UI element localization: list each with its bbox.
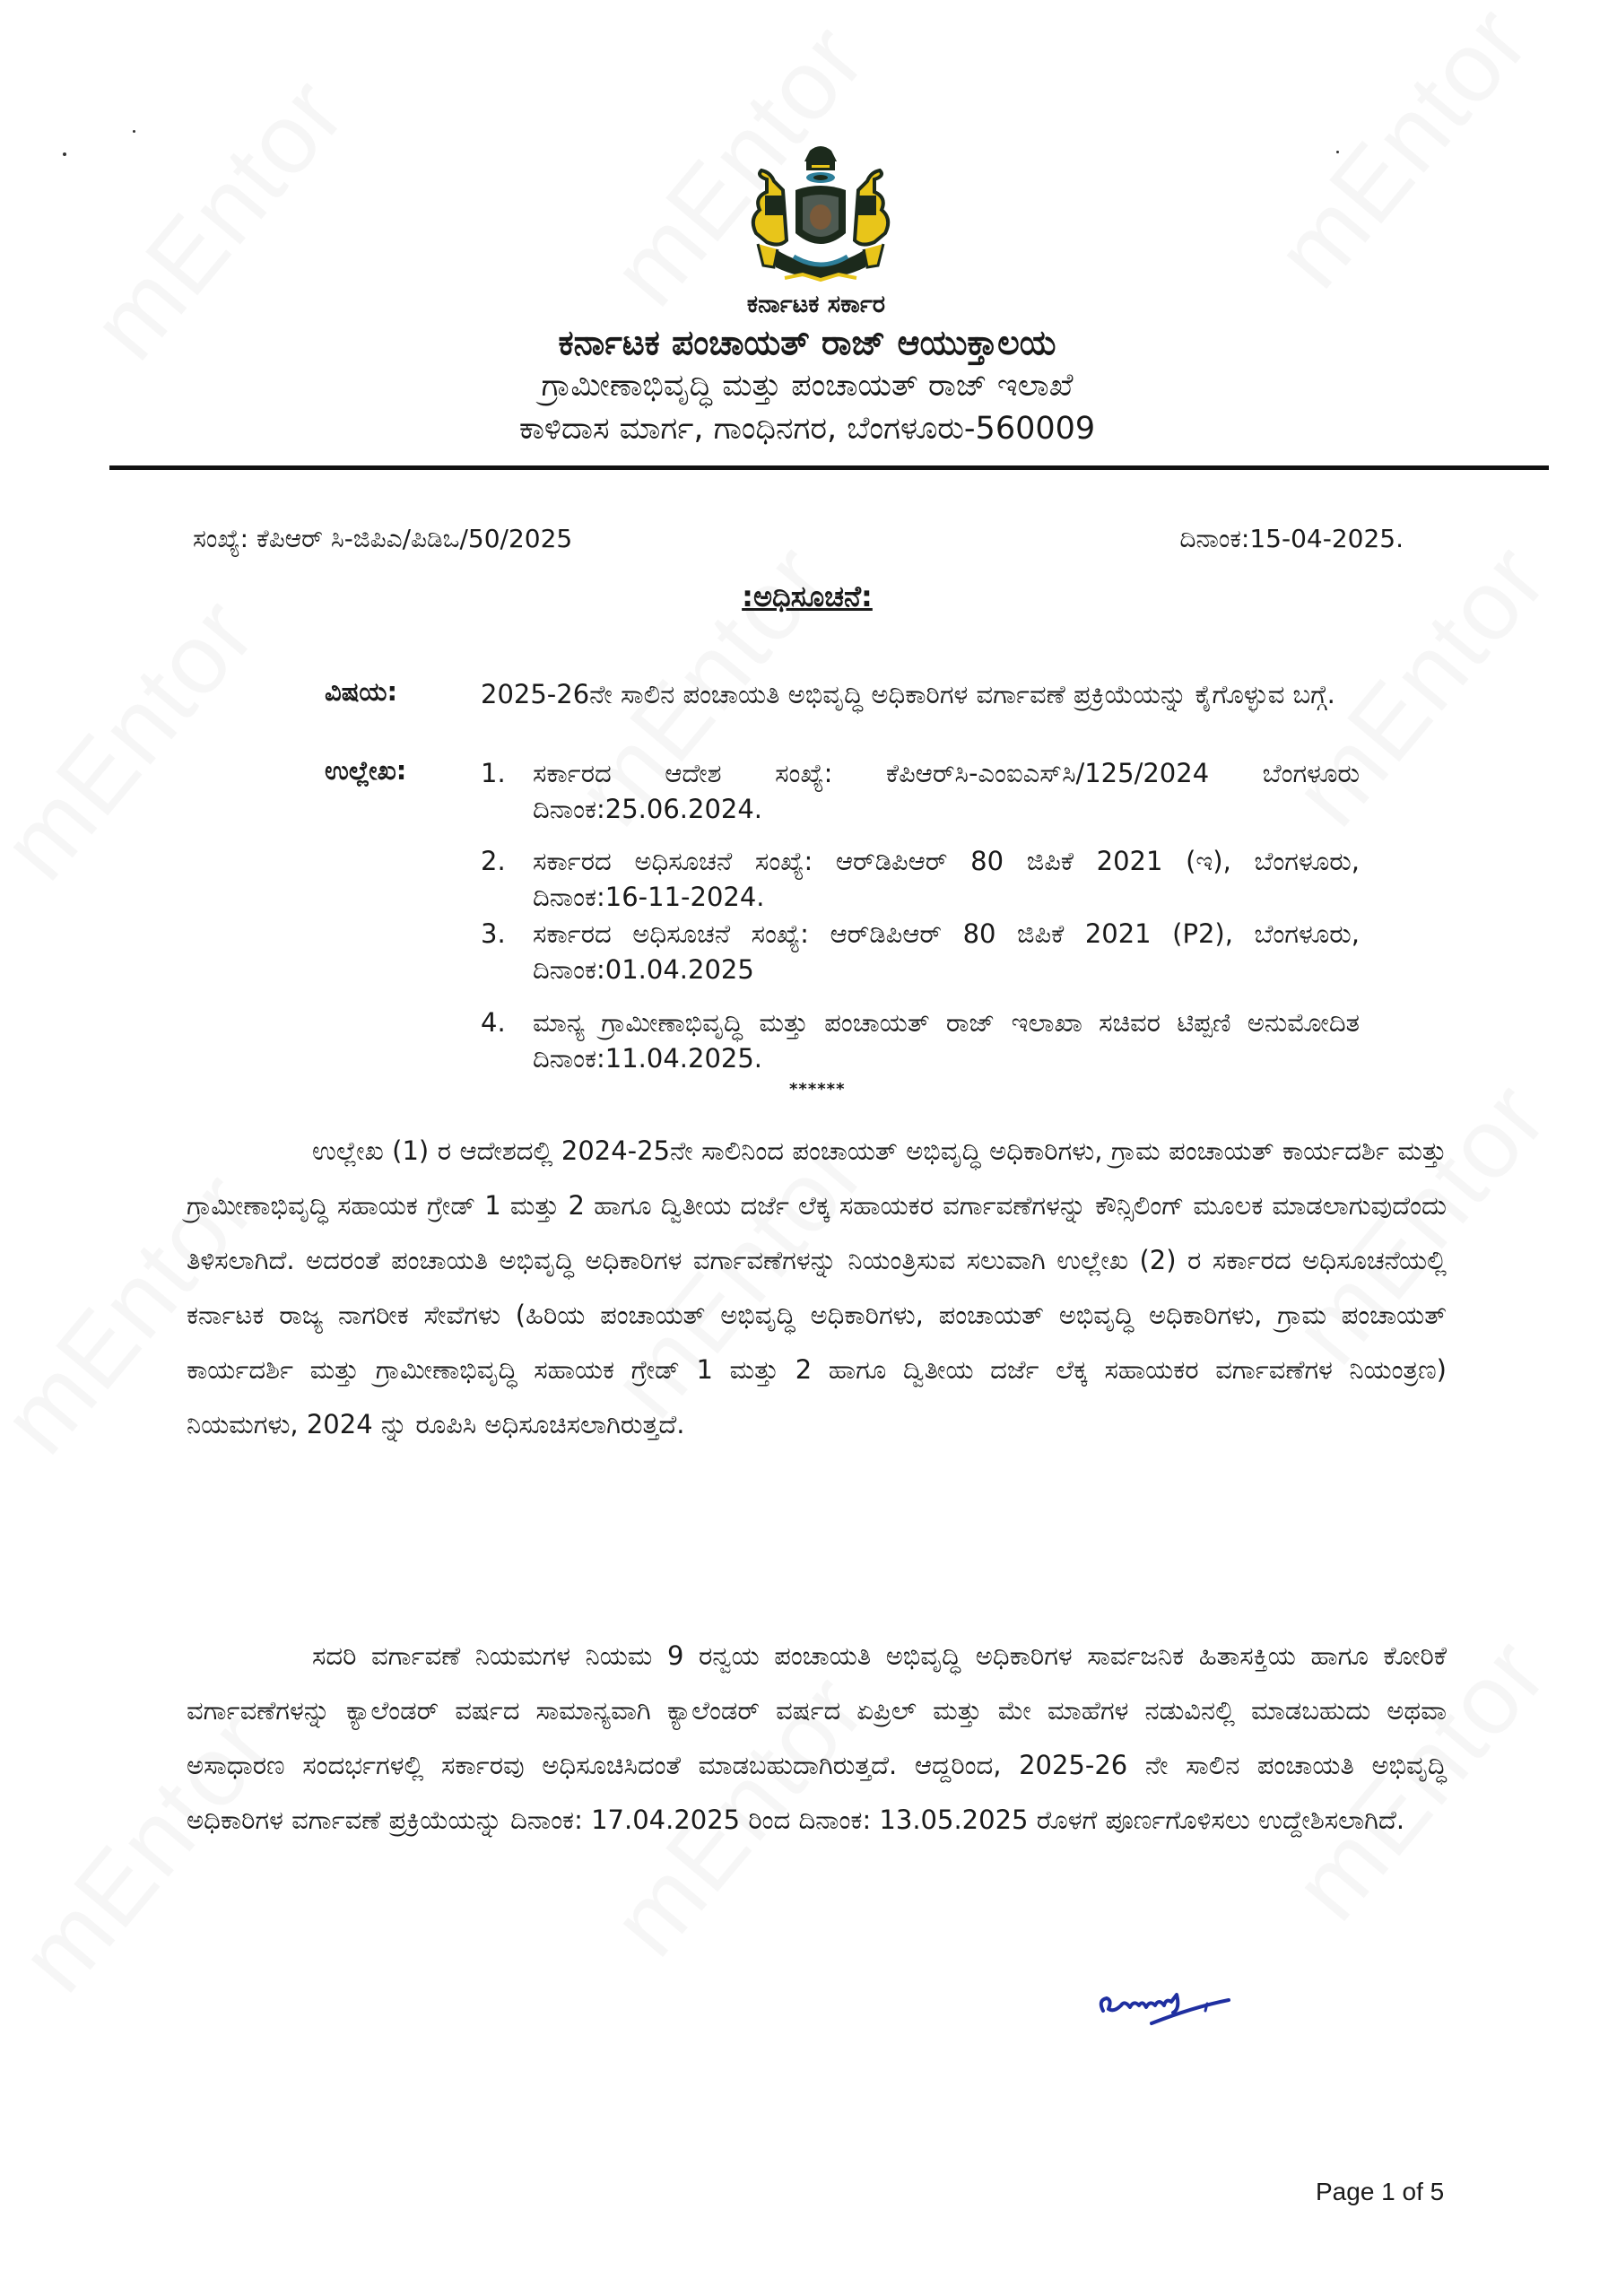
reference-text: ಸರ್ಕಾರದ ಆದೇಶ ಸಂಖ್ಯೆ: ಕೆಪಿಆರ್‌ಸಿ-ಎಂಐಎಸ್‌ಸಿ/125/2024 ಬೆಂಗಳೂರು ದಿನಾಂಕ:25.06.2024. xyxy=(533,758,1360,824)
body-paragraph-1: ಉಲ್ಲೇಖ (1) ರ ಆದೇಶದಲ್ಲಿ 2024-25ನೇ ಸಾಲಿನಿಂದ ಪಂಚಾಯತ್ ಅಭಿವೃದ್ಧಿ ಅಧಿಕಾರಿಗಳು, ಗ್ರಾಮ ಪಂಚಾಯತ್ ಕಾರ್ಯದರ್ಶಿ ಮತ್ತು ಗ್ರಾಮೀಣಾಭಿವೃದ್ಧಿ ಸಹಾಯಕ ಗ್ರೇಡ್ 1 ಮತ್ತು 2 ಹಾಗೂ ದ್ವಿತೀಯ ದರ್ಜೆ ಲೆಕ್ಕ ಸಹಾಯಕರ ವರ್ಗಾವಣೆಗಳನ್ನು ಕೌನ್ಸಿಲಿಂಗ್ ಮೂಲಕ ಮಾಡಲಾಗುವುದೆಂದು ತಿಳಿಸಲಾಗಿದೆ. ಅದರಂತೆ ಪಂಚಾಯತಿ ಅಭಿವೃದ್ಧಿ ಅಧಿಕಾರಿಗಳ ವರ್ಗಾವಣೆಗಳನ್ನು ನಿಯಂತ್ರಿಸುವ ಸಲುವಾಗಿ ಉಲ್ಲೇಖ (2) ರ ಸರ್ಕಾರದ ಅಧಿಸೂಚನೆಯಲ್ಲಿ ಕರ್ನಾಟಕ ರಾಜ್ಯ ನಾಗರೀಕ ಸೇವೆಗಳು (ಹಿರಿಯ ಪಂಚಾಯತ್ ಅಭಿವೃದ್ಧಿ ಅಧಿಕಾರಿಗಳು, ಪಂಚಾಯತ್ ಅಭಿವೃದ್ಧಿ ಅಧಿಕಾರಿಗಳು, ಗ್ರಾಮ ಪಂಚಾಯತ್ ಕಾರ್ಯದರ್ಶಿ ಮತ್ತು ಗ್ರಾಮೀಣಾಭಿವೃದ್ಧಿ ಸಹಾಯಕ ಗ್ರೇಡ್ 1 ಮತ್ತು 2 ಹಾಗೂ ದ್ವಿತೀಯ ದರ್ಜೆ ಲೆಕ್ಕ ಸಹಾಯಕರ ವರ್ಗಾವಣೆಗಳ ನಿಯಂತ್ರಣ) ನಿಯಮಗಳು, 2024 ನ್ನು ರೂಪಿಸಿ ಅಧಿಸೂಚಿಸಲಾಗಿರುತ್ತದೆ. xyxy=(187,1135,1447,1439)
reference-text: ಸರ್ಕಾರದ ಅಧಿಸೂಚನೆ ಸಂಖ್ಯೆ: ಆರ್‌ಡಿಪಿಆರ್ 80 ಜಿಪಿಕೆ 2021 (ಇ), ಬೆಂಗಳೂರು, ದಿನಾಂಕ:16-11-2024. xyxy=(533,846,1360,912)
subject-label: ವಿಷಯ: xyxy=(325,676,398,707)
document-title: :ಅಧಿಸೂಚನೆ: xyxy=(742,579,873,613)
office-address: ಕಾಳಿದಾಸ ಮಾರ್ಗ, ಗಾಂಧಿನಗರ, ಬೆಂಗಳೂರು-560009 xyxy=(518,411,1096,447)
body-paragraph-2: ಸದರಿ ವರ್ಗಾವಣೆ ನಿಯಮಗಳ ನಿಯಮ 9 ರನ್ವಯ ಪಂಚಾಯತಿ ಅಭಿವೃದ್ಧಿ ಅಧಿಕಾರಿಗಳ ಸಾರ್ವಜನಿಕ ಹಿತಾಸಕ್ತಿಯ ಹಾಗೂ ಕೋರಿಕೆ ವರ್ಗಾವಣೆಗಳನ್ನು ಕ್ಯಾಲೆಂಡರ್ ವರ್ಷದ ಸಾಮಾನ್ಯವಾಗಿ ಕ್ಯಾಲೆಂಡರ್ ವರ್ಷದ ಏಪ್ರಿಲ್ ಮತ್ತು ಮೇ ಮಾಹೆಗಳ ನಡುವಿನಲ್ಲಿ ಮಾಡಬಹುದು ಅಥವಾ ಅಸಾಧಾರಣ ಸಂದರ್ಭಗಳಲ್ಲಿ ಸರ್ಕಾರವು ಅಧಿಸೂಚಿಸಿದಂತೆ ಮಾಡಬಹುದಾಗಿರುತ್ತದೆ. ಆದ್ದರಿಂದ, 2025-26 ನೇ ಸಾಲಿನ ಪಂಚಾಯತಿ ಅಭಿವೃದ್ಧಿ ಅಧಿಕಾರಿಗಳ ವರ್ಗಾವಣೆ ಪ್ರಕ್ರಿಯೆಯನ್ನು ದಿನಾಂಕ: 17.04.2025 ರಿಂದ ದಿನಾಂಕ: 13.05.2025 ರೊಳಗೆ ಪೂರ್ಣಗೊಳಿಸಲು ಉದ್ದೇಶಿಸಲಾಗಿದೆ. xyxy=(187,1640,1447,1835)
reference-item-2 xyxy=(481,843,1360,915)
reference-item-3 xyxy=(481,916,1360,987)
scan-speck xyxy=(63,152,66,156)
reference-number-label: 3. xyxy=(481,918,506,949)
document-date: ದಿನಾಂಕ:15-04-2025. xyxy=(1179,524,1404,553)
reference-number-label: 2. xyxy=(481,846,506,876)
reference-number: ಸಂಖ್ಯೆ: ಕೆಪಿಆರ್ ಸಿ-ಜಿಪಿಎ/ಪಿಡಿಒ/50/2025 xyxy=(193,524,573,553)
karnataka-emblem-icon xyxy=(731,144,910,300)
reference-item-4 xyxy=(481,1004,1360,1076)
reference-number-label: 4. xyxy=(481,1007,506,1038)
scan-speck xyxy=(1336,151,1339,153)
references-label: ಉಲ್ಲೇಖ: xyxy=(325,755,407,786)
reference-number-label: 1. xyxy=(481,758,506,788)
emblem-left-lion xyxy=(753,170,787,267)
subject-text: 2025-26ನೇ ಸಾಲಿನ ಪಂಚಾಯತಿ ಅಭಿವೃದ್ಧಿ ಅಧಿಕಾರಿಗಳ ವರ್ಗಾವಣೆ ಪ್ರಕ್ರಿಯೆಯನ್ನು ಕೈಗೊಳ್ಳುವ ಬಗ್ಗೆ. xyxy=(481,679,1335,709)
emblem-crown xyxy=(804,146,837,183)
watermark xyxy=(0,576,278,900)
reference-text: ಸರ್ಕಾರದ ಅಧಿಸೂಚನೆ ಸಂಖ್ಯೆ: ಆರ್‌ಡಿಪಿಆರ್ 80 ಜಿಪಿಕೆ 2021 (P2), ಬೆಂಗಳೂರು, ದಿನಾಂಕ:01.04.2025 xyxy=(533,918,1360,985)
emblem-shield xyxy=(795,186,846,244)
office-name: ಕರ್ನಾಟಕ ಪಂಚಾಯತ್ ರಾಜ್ ಆಯುಕ್ತಾಲಯ xyxy=(558,323,1056,362)
emblem-caption: ಕರ್ನಾಟಕ ಸರ್ಕಾರ xyxy=(746,291,886,318)
watermark xyxy=(1253,0,1552,309)
emblem-right-lion xyxy=(855,170,888,267)
reference-text: ಮಾನ್ಯ ಗ್ರಾಮೀಣಾಭಿವೃದ್ಧಿ ಮತ್ತು ಪಂಚಾಯತ್ ರಾಜ್ ಇಲಾಖಾ ಸಚಿವರ ಟಿಪ್ಪಣಿ ಅನುಮೋದಿತ ದಿನಾಂಕ:11.04.2025. xyxy=(533,1007,1360,1074)
reference-item-1 xyxy=(481,755,1360,827)
page-indicator: Page 1 of 5 xyxy=(1316,2178,1445,2205)
header-divider xyxy=(109,465,1549,470)
emblem-base xyxy=(776,249,865,280)
department-name: ಗ್ರಾಮೀಣಾಭಿವೃದ್ಧಿ ಮತ್ತು ಪಂಚಾಯತ್ ರಾಜ್ ಇಲಾಖೆ xyxy=(541,368,1074,404)
scan-speck xyxy=(133,130,135,133)
separator-stars: ****** xyxy=(789,1080,846,1099)
signature-icon xyxy=(1094,1973,1256,2045)
